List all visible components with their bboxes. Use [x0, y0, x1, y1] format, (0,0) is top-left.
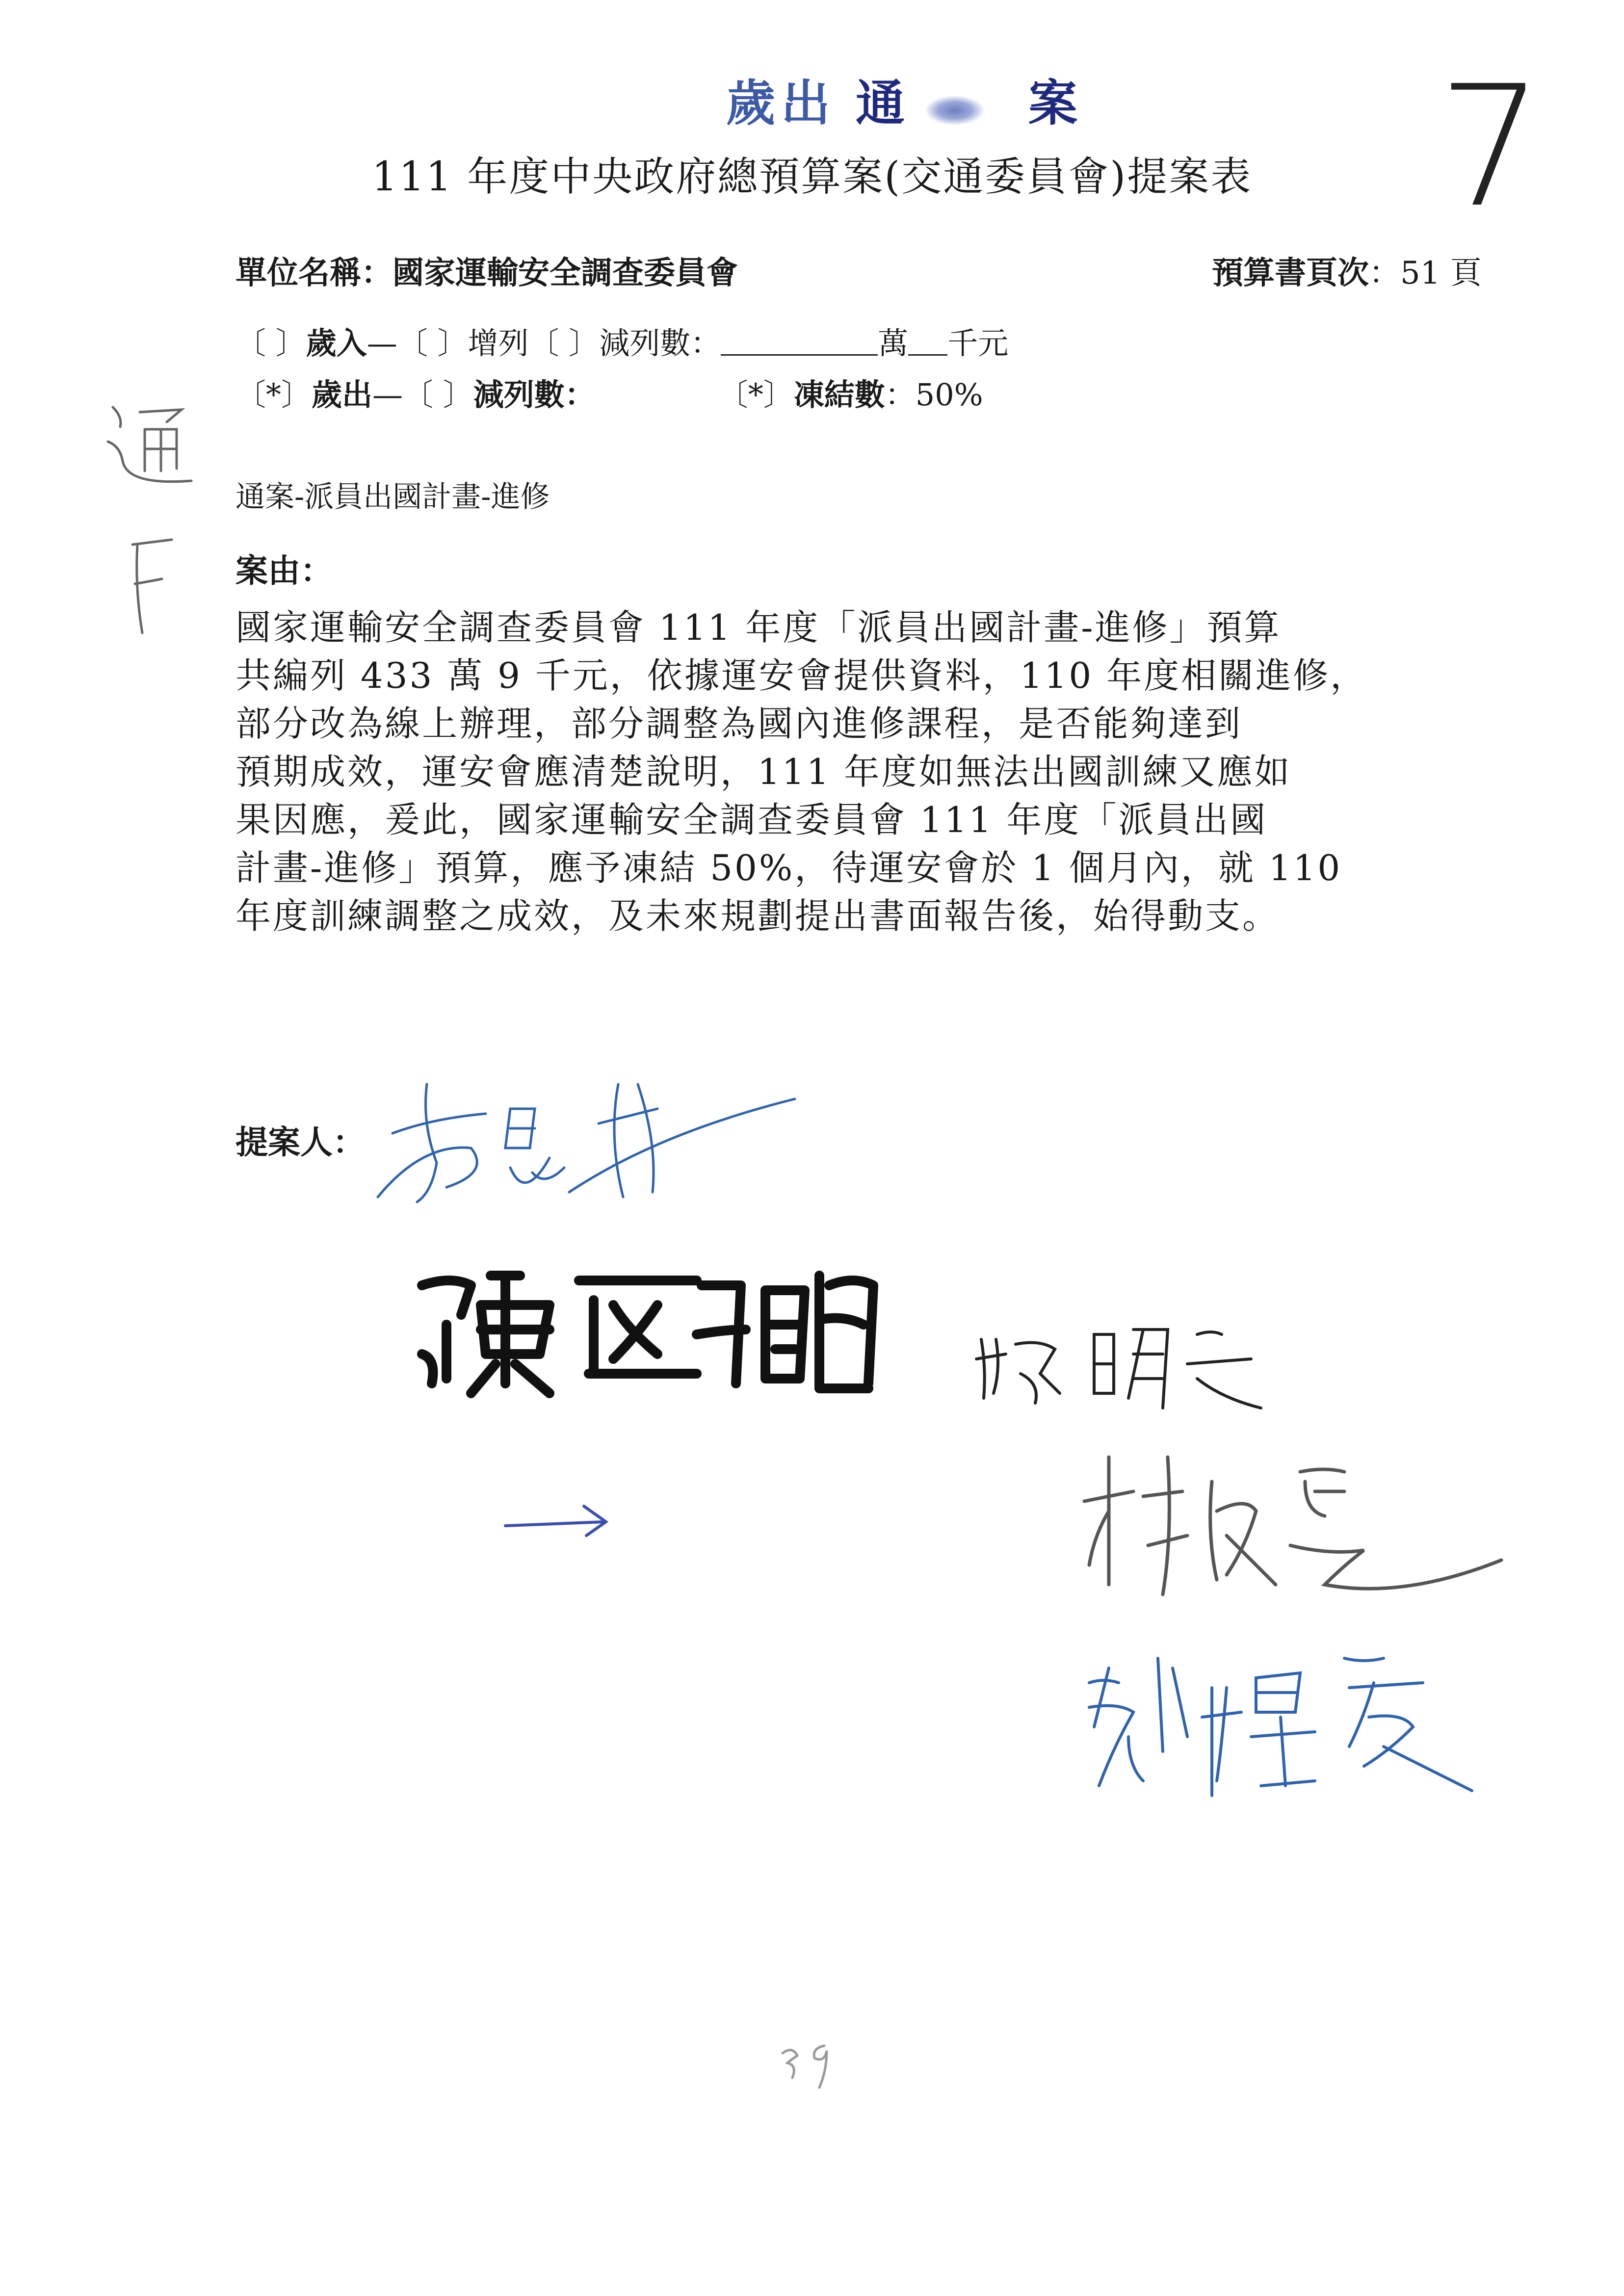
signature-3	[967, 1310, 1271, 1418]
proposer-label: 提案人：	[236, 1123, 365, 1161]
reason-line: 國家運輸安全調查委員會 111 年度「派員出國計畫-進修」預算	[236, 607, 1282, 648]
thousand-yuan-label: 千元	[947, 325, 1009, 361]
reason-body	[236, 603, 1442, 940]
reason-heading: 案由：	[236, 551, 333, 590]
freeze-value: ：50%	[885, 377, 983, 413]
reason-line: 預期成效，運安會應清楚說明，111 年度如無法出國訓練又應如	[236, 751, 1292, 792]
checkbox-add: 〔 〕	[397, 325, 468, 361]
stamp-expenditure: 歲出	[726, 74, 836, 132]
category-stamp	[726, 64, 1083, 134]
dash: —	[372, 377, 403, 413]
stamp-case: 案	[1028, 74, 1083, 132]
signature-1	[363, 1055, 805, 1226]
checkbox-expenditure: 〔*〕	[236, 377, 312, 413]
reason-line: 年度訓練調整之成效，及未來規劃提出書面報告後，始得動支。	[236, 895, 1280, 937]
checkbox-freeze: 〔*〕	[717, 377, 794, 413]
stamp-ink-blot	[925, 96, 984, 125]
reason-line: 部分改為線上辦理，部分調整為國內進修課程，是否能夠達到	[236, 703, 1243, 744]
unit-line	[236, 248, 738, 293]
unit-name: 國家運輸安全調查委員會	[393, 255, 738, 291]
proposal-subject: 通案-派員出國計畫-進修	[236, 480, 550, 514]
reason-line: 共編列 433 萬 9 千元，依據運安會提供資料，110 年度相關進修，	[236, 655, 1368, 696]
checkbox-reduce: 〔 〕	[403, 377, 473, 413]
reason-line: 計畫-進修」預算，應予凍結 50%，待運安會於 1 個月內，就 110	[236, 847, 1342, 888]
page-label: 預算書頁次	[1212, 255, 1369, 291]
signature-2	[402, 1256, 883, 1403]
footer-handwritten-number	[770, 2026, 844, 2090]
expenditure-label: 歲出	[312, 377, 373, 413]
reason-line: 果因應，爰此，國家運輸安全調查委員會 111 年度「派員出國	[236, 799, 1268, 840]
stamp-general: 通	[856, 74, 911, 132]
dash: —	[367, 325, 397, 361]
margin-note-f	[113, 530, 186, 643]
margin-note-tong	[93, 388, 206, 500]
page-value: ：51 頁	[1369, 255, 1482, 291]
document-title: 111 年度中央政府總預算案(交通委員會)提案表	[371, 154, 1253, 200]
wan-label: 萬	[878, 325, 909, 361]
checkbox-reduce: 〔 〕	[528, 325, 600, 361]
budget-page-reference	[1212, 248, 1482, 293]
amount-blank	[721, 328, 878, 356]
reduce-label: 減列數：	[599, 325, 721, 361]
freeze-label: 凍結數	[793, 377, 885, 413]
signature-5	[1070, 1639, 1511, 1805]
unit-label: 單位名稱：	[236, 255, 393, 291]
revenue-label: 歲入	[306, 325, 367, 361]
checkbox-revenue: 〔 〕	[236, 325, 306, 361]
expenditure-row	[236, 370, 983, 414]
reduce-label: 減列數：	[473, 377, 595, 413]
handwritten-page-number: 7	[1438, 50, 1544, 244]
signature-4	[1070, 1437, 1511, 1644]
revenue-row	[236, 319, 1008, 363]
add-label: 增列	[468, 325, 529, 361]
thousand-blank	[908, 328, 947, 356]
arrow-mark	[500, 1491, 613, 1540]
